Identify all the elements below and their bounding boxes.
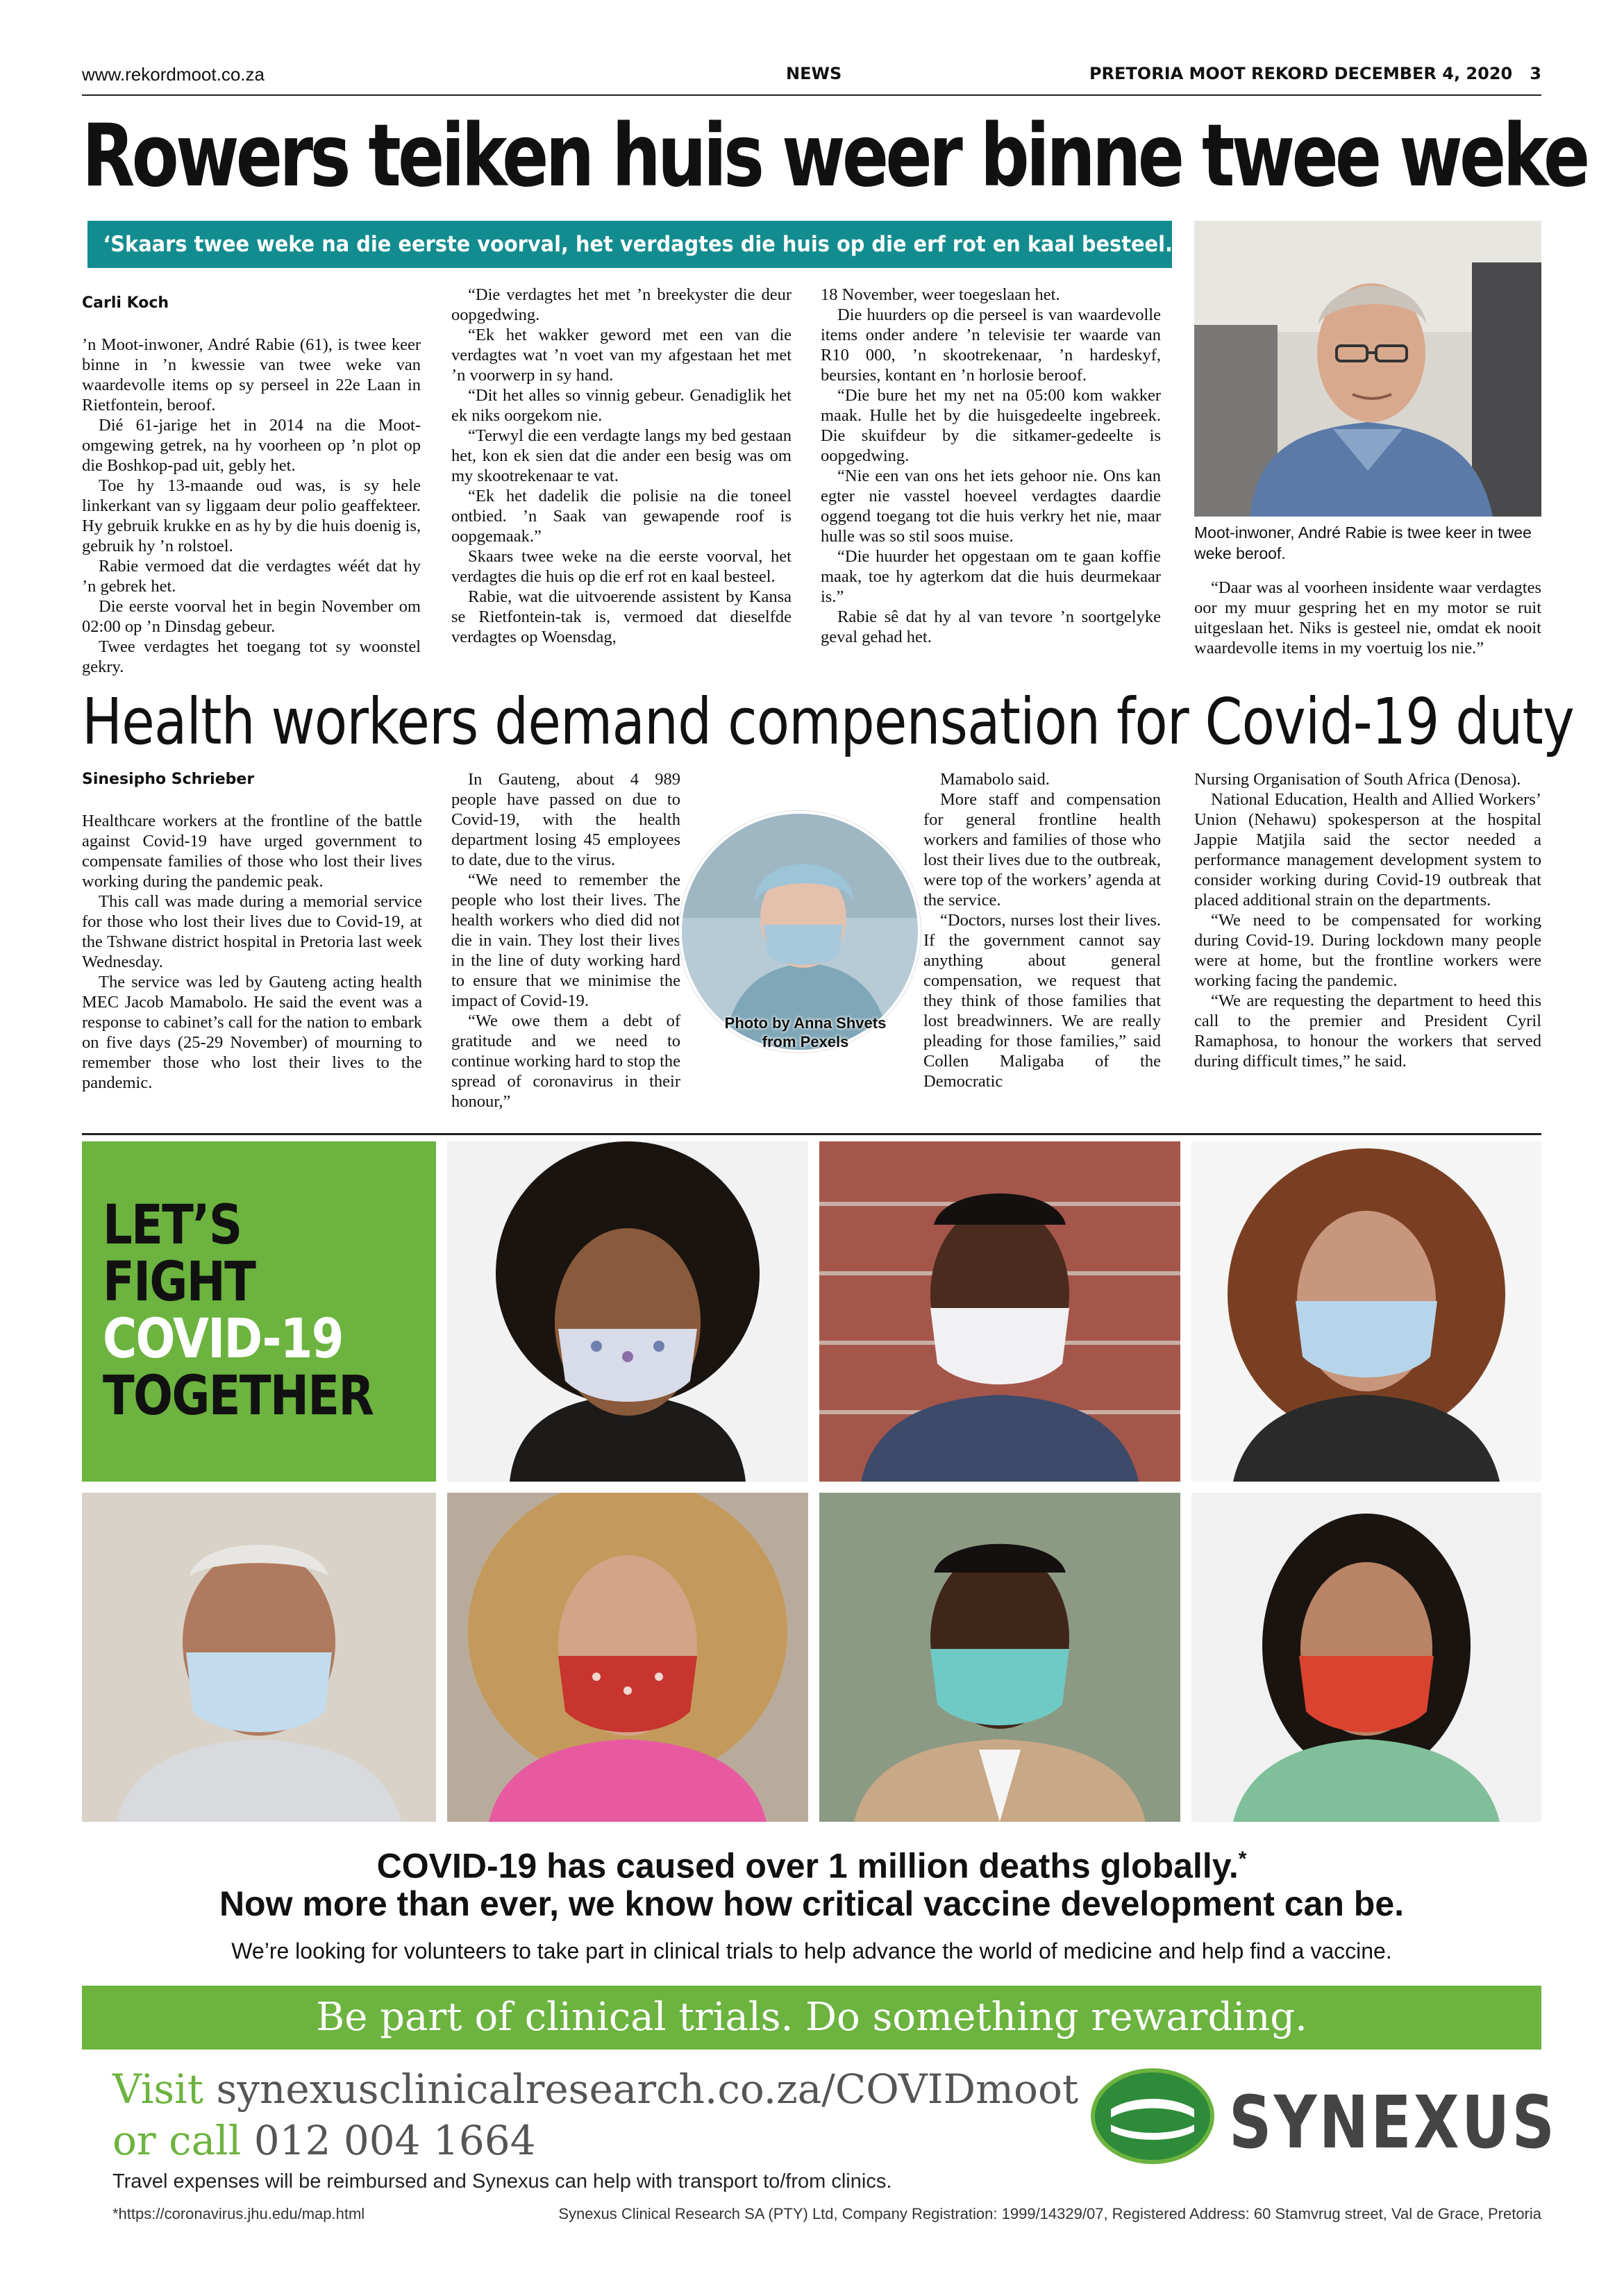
paragraph: The service was led by Gauteng acting health MEC Jacob Mamabolo. He said the event was a response to cabinet’s call for the nation to embark on five days (25-29 November) of mourning to remember those who lost their lives to the pandemic. (82, 973, 422, 1092)
article1-column-3 (821, 285, 1161, 647)
rabie-photo-caption: Moot-inwoner, André Rabie is twee keer in twee weke beroof. (1194, 523, 1532, 562)
portrait-photo (819, 1141, 1180, 1482)
article1-column-2 (451, 285, 792, 647)
ad-contact (112, 2063, 1078, 2166)
paragraph: “Terwyl die een verdagte langs my bed gestaan het, kon ek sien dat die ander een besig was om my skootrekenaar te vat. (451, 426, 792, 485)
paragraph: More staff and compensation for general frontline health workers and families of those who lost their lives due to the outbreak, were top of the workers’ agenda at the service. (923, 790, 1161, 910)
paragraph: “Dit het alles so vinnig gebeur. Genadiglik het ek niks oorgekom nie. (451, 386, 792, 425)
portrait-photo (1191, 1493, 1541, 1822)
paragraph: “Daar was al voorheen insidente waar verdagtes oor my muur gespring het en my motor se ruit uitgeslaan het. Niks is gesteel nie, omdat ek nooit waardevolle items in my voertuig los nie.” (1194, 578, 1541, 657)
paragraph: National Education, Health and Allied Workers’ Union (Nehawu) spokesperson at the hospital Jappie Matjila said the sector needed a performance management development system to consider working during Covid-19 outbreak that placed additional strain on the departments. (1194, 790, 1541, 910)
ad-subline: We’re looking for volunteers to take part in clinical trials to help advance the world of medicine and help find a vaccine. (231, 1938, 1392, 1963)
article2-column-1 (82, 811, 422, 1093)
portrait-photo (447, 1141, 808, 1482)
portrait-photo (82, 1493, 436, 1822)
article1-deck: ‘Skaars twee weke na die eerste voorval, het verdagtes die huis op die erf rot en kaal besteel.’ (87, 221, 1172, 268)
advert-image-grid (82, 1141, 1541, 1822)
paragraph: Mamabolo said. (940, 770, 1050, 789)
slogan-line: FIGHT (103, 1251, 256, 1314)
article1-column-4 (1194, 578, 1541, 658)
paragraph: Rabie vermoed dat die verdagtes wéét dat hy ’n gebrek het. (82, 557, 421, 596)
paragraph: “Die huurder het opgestaan om te gaan koffie maak, toe hy agterkom dat die huis deurmekaar is.” (821, 547, 1161, 606)
synexus-wordmark: SYNEXUS (1229, 2080, 1557, 2165)
article2-column-3 (923, 769, 1161, 1091)
slogan-line: COVID-19 (103, 1308, 343, 1371)
paragraph: “Nie een van ons het iets gehoor nie. Ons kan egter nie vasstel hoeveel verdagtes daardie oggend toegang tot die huis verkry het nie, maar hulle was so stil soos muise. (821, 467, 1161, 546)
paragraph: Nursing Organisation of South Africa (Denosa). (1194, 770, 1521, 789)
paragraph: “Die bure het my net na 05:00 kom wakker maak. Hulle het by die huisgedeelte ingebreek. Die skuifdeur by die sitkamer-gedeelte is oopgedwing. (821, 386, 1161, 465)
paragraph: “We need to be compensated for working during Covid-19. During lockdown many people were at home, but the frontline workers were working facing the pandemic. (1194, 911, 1541, 990)
article2-column-2 (451, 769, 680, 1112)
visit-label: Visit (112, 2065, 204, 2113)
ad-headline-line-1: COVID-19 has caused over 1 million deaths globally.* (376, 1846, 1247, 1886)
ad-headline-line-2: Now more than ever, we know how critical vaccine development can be. (219, 1884, 1405, 1923)
ad-website-link[interactable]: synexusclinicalresearch.co.za/COVIDmoot (216, 2065, 1079, 2113)
paragraph: Twee verdagtes het toegang tot sy woonstel gekry. (82, 637, 421, 676)
paragraph: Rabie, wat die uitvoerende assistent by Kansa se Rietfontein-tak is, vermoed dat dieselfde verdagtes op Woensdag, (451, 587, 792, 646)
footnote-source: *https://coronavirus.jhu.edu/map.html (112, 2205, 365, 2222)
article1-headline: Rowers teiken huis weer binne twee weke (82, 106, 1587, 206)
paragraph: In Gauteng, about 4 989 people have passed on due to Covid-19, with the health department losing 45 employees to date, due to the virus. (451, 770, 680, 869)
ad-banner: Be part of clinical trials. Do something rewarding. (82, 1986, 1541, 2050)
slogan-line: TOGETHER (103, 1365, 374, 1427)
paragraph: “Ek het dadelik die polisie na die toneel ontbied. ’n Saak van gewapende roof is oopgemaak.” (451, 487, 792, 546)
page-header (82, 61, 1541, 89)
paragraph: Die eerste voorval het in begin November om 02:00 op ’n Dinsdag gebeur. (82, 597, 421, 636)
slogan-tile (82, 1141, 436, 1482)
paragraph: Healthcare workers at the frontline of the battle against Covid-19 have urged government to compensate families of those who lost their lives working during the pandemic peak. (82, 812, 422, 891)
article1-column-1 (82, 335, 421, 677)
portrait-photo (819, 1493, 1180, 1822)
paragraph: “Ek het wakker geword met een van die verdagtes wat ’n voet van my afgestaan het met ’n voorwerp in sy hand. (451, 326, 792, 385)
section-rule (82, 1133, 1541, 1135)
paragraph: “Doctors, nurses lost their lives. If the government cannot say anything about general compensation, we request that they think of those families that lost breadwinners. We are really pleading for those families,” said Collen Maligaba of the Democratic (923, 911, 1161, 1091)
paragraph: Die huurders op die perseel is van waardevolle items onder andere ’n televisie ter waarde van R10 000, ’n skootrekenaar, ’n hardeskyf, beursies, kontant en ’n horlosie beroof. (821, 305, 1161, 385)
synexus-logo-icon (1090, 2068, 1215, 2165)
article2-byline: Sinesipho Schrieber (82, 771, 255, 788)
paragraph: ’n Moot-inwoner, André Rabie (61), is twee keer binne in ’n kwessie van twee weke van waardevolle items op sy perseel in 22e Laan in Rietfontein, beroof. (82, 335, 421, 414)
article1-byline: Carli Koch (82, 294, 169, 312)
photo-credit: Photo by Anna Shvets from Pexels (724, 1014, 887, 1050)
paragraph: 18 November, weer toegeslaan het. (821, 285, 1060, 304)
article2-headline: Health workers demand compensation for Covid-19 duty (82, 685, 1574, 759)
paragraph: “We need to remember the people who lost their lives. The health workers who died did not die in vain. They lost their lives in the line of duty working hard to ensure that we minimise the impact of Covid-19. (451, 871, 680, 1010)
portrait-photo (447, 1493, 808, 1822)
synexus-logo (1090, 2068, 1557, 2165)
company-registration: Synexus Clinical Research SA (PTY) Ltd, Company Registration: 1999/14329/07, Registered Address: 60 Stamvrug street, Val de Grace, Pretoria (558, 2205, 1541, 2222)
section-label: NEWS (786, 64, 842, 83)
paragraph: “We owe them a debt of gratitude and we need to continue working hard to stop the spread of coronavirus in their honour,” (451, 1012, 681, 1111)
page-number: 3 (1530, 64, 1541, 83)
paragraph: “We are requesting the department to heed this call to the premier and President Cyril Ramaphosa, to honour the workers that served during difficult times,” he said. (1194, 991, 1541, 1071)
paragraph: Skaars twee weke na die eerste voorval, het verdagtes die huis op die erf rot en kaal besteel. (451, 547, 792, 586)
paragraph: Dié 61-jarige het in 2014 na die Moot-omgewing getrek, na hy voorheen op ’n plot op die Boshkop-pad uit, gebly het. (82, 416, 421, 475)
website-url: www.rekordmoot.co.za (82, 64, 265, 85)
article2-column-4 (1194, 769, 1541, 1071)
travel-note: Travel expenses will be reimbursed and Synexus can help with transport to/from clinics. (112, 2170, 892, 2193)
header-rule (82, 94, 1541, 96)
ad-phone-number[interactable]: 012 004 1664 (253, 2117, 536, 2164)
paragraph: This call was made during a memorial service for those who lost their lives due to Covid-19, at the Tshwane district hospital in Pretoria last week Wednesday. (82, 892, 422, 971)
rabie-photo (1194, 221, 1541, 517)
paragraph: Rabie sê dat hy al van tevore ’n soortgelyke geval gehad het. (821, 607, 1161, 646)
paragraph: “Die verdagtes het met ’n breekyster die deur oopgedwing. (451, 285, 792, 324)
ad-slogan (103, 1194, 374, 1427)
portrait-photo (1191, 1141, 1541, 1482)
paragraph: Toe hy 13-maande oud was, is sy hele linkerkant van sy liggaam deur polio geaffekteer. Hy gebruik krukke en as hy by die huis doenig is, gebruik hy ’n rolstoel. (82, 476, 421, 555)
slogan-line: LET’S (103, 1194, 242, 1257)
date-line: PRETORIA MOOT REKORD DECEMBER 4, 2020 3 (1089, 64, 1541, 83)
call-label: or call (112, 2117, 242, 2164)
